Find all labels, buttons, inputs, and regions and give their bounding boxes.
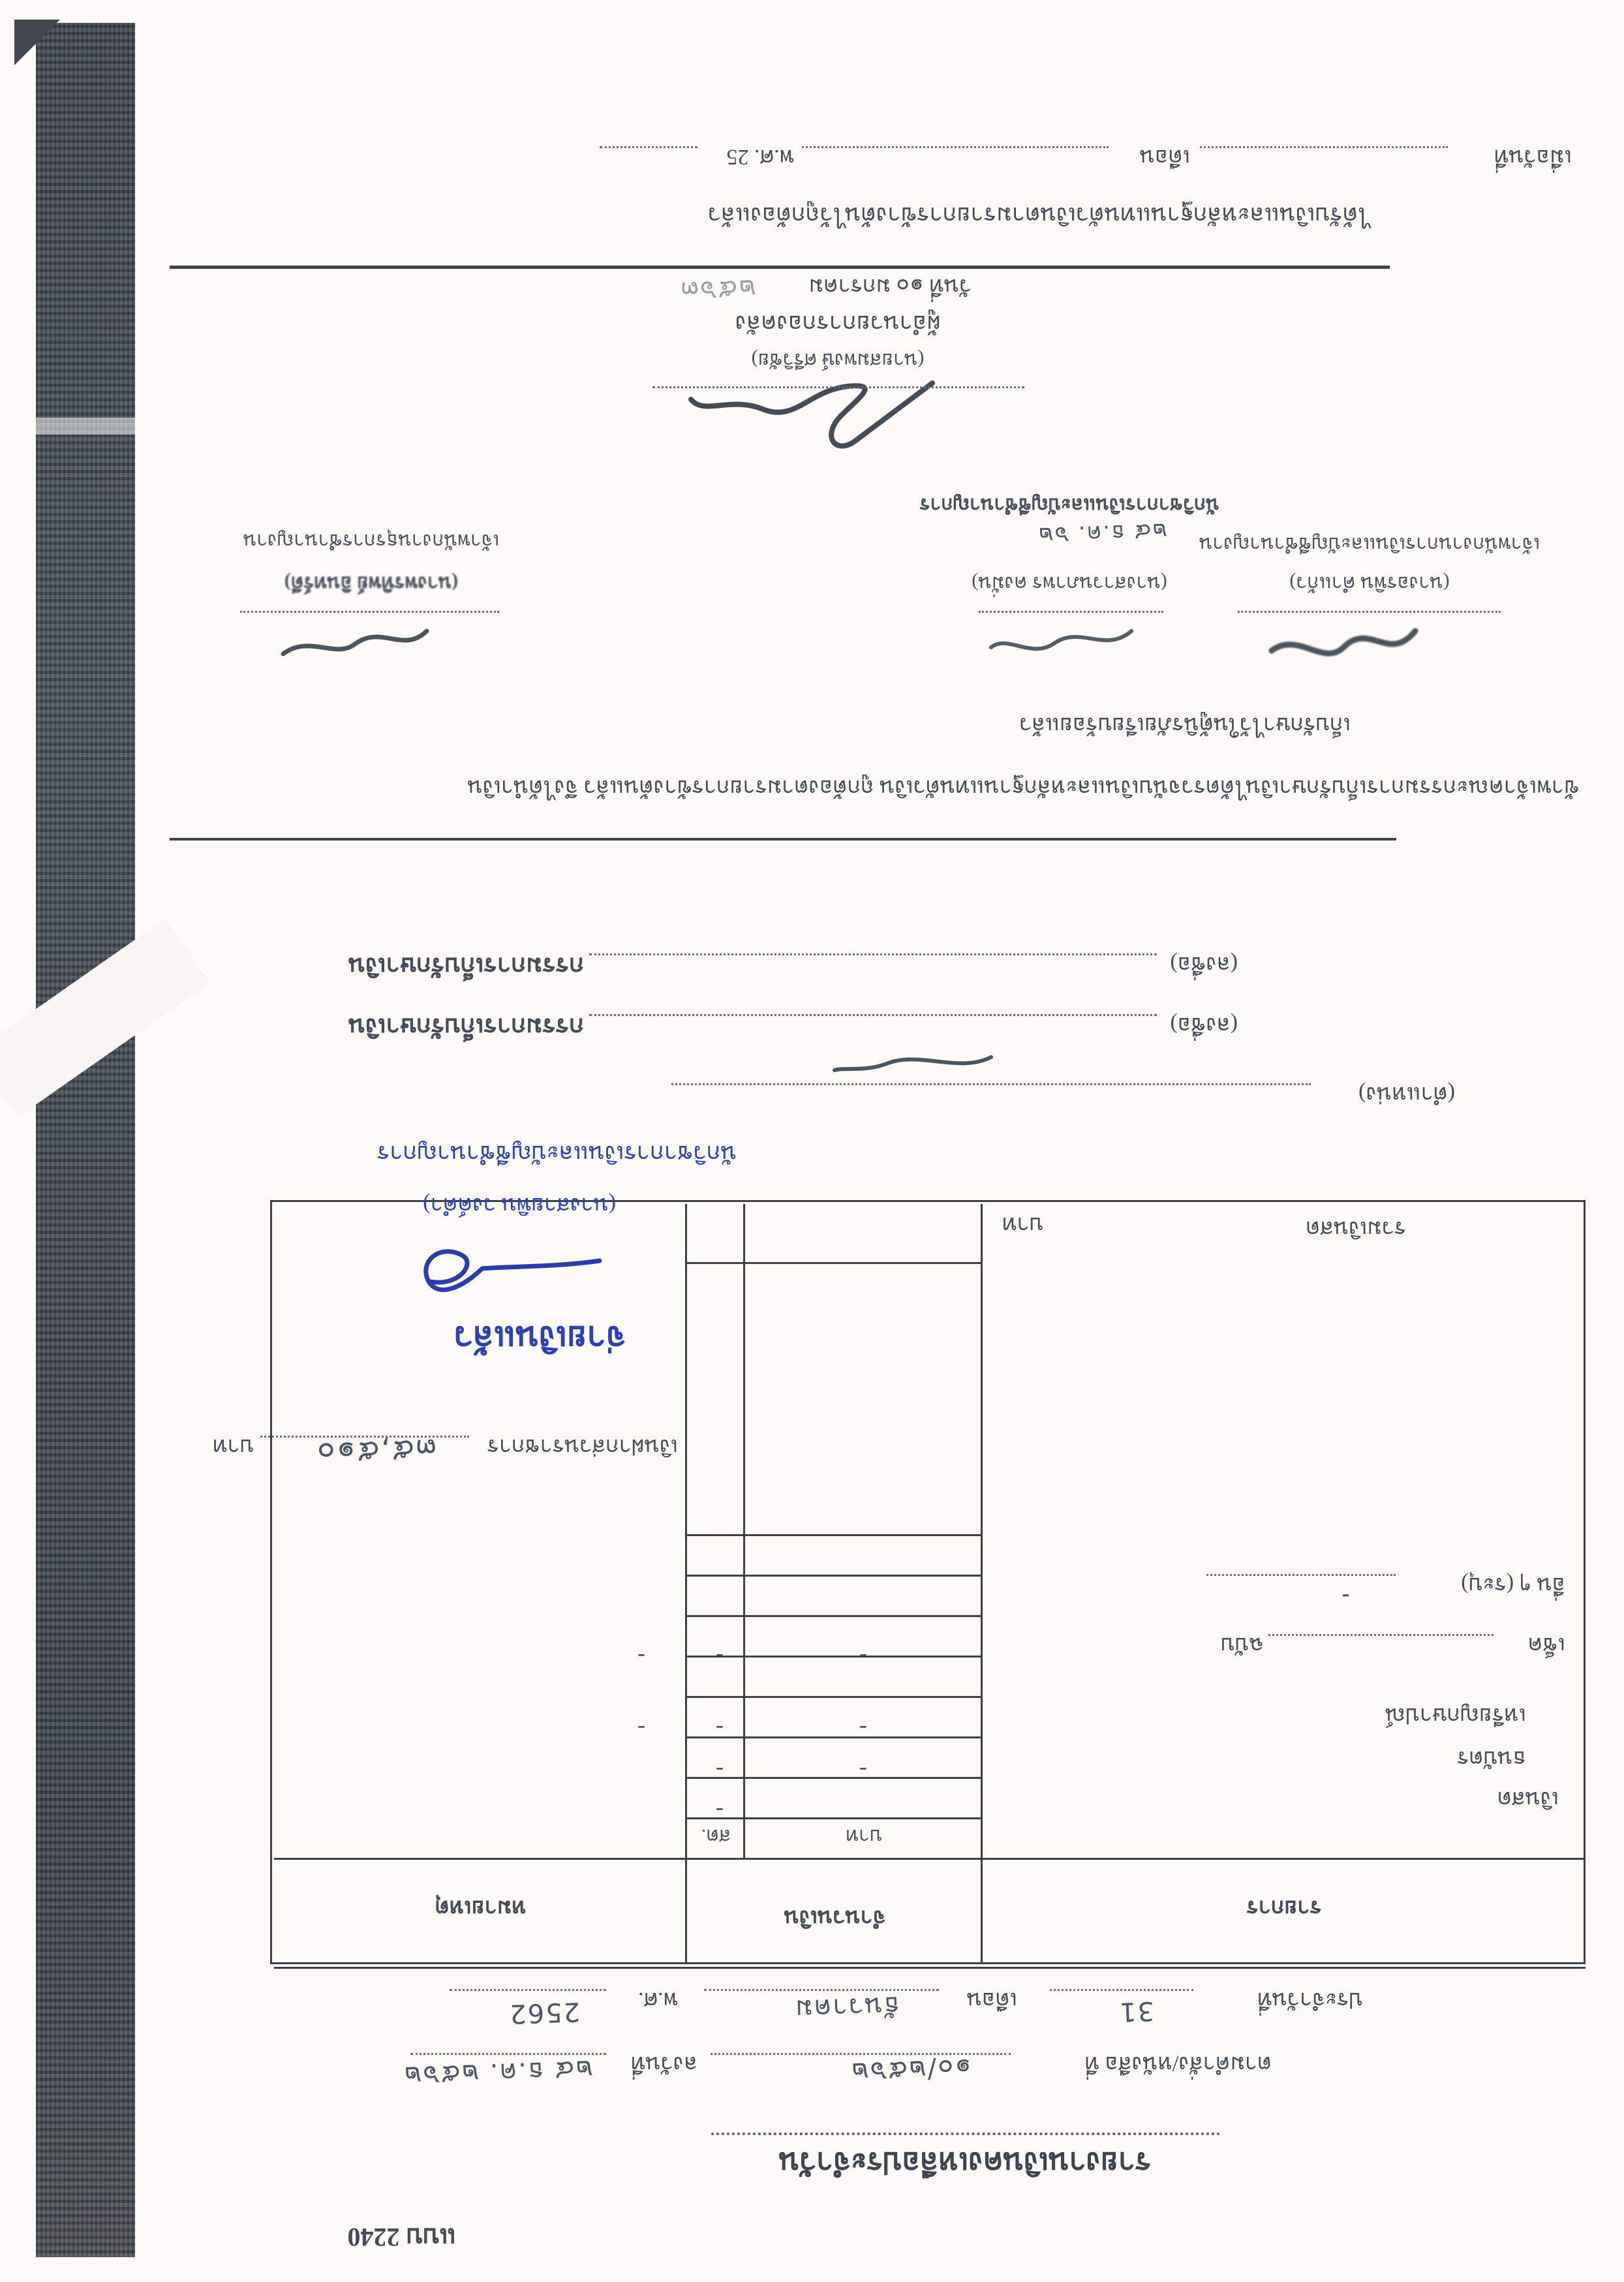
sign-role-2: กรรมการเก็บรักษาเงิน: [348, 952, 584, 979]
footer-month-dots: [802, 146, 1109, 148]
stamp-signature-icon: [397, 1231, 606, 1306]
year-dots: [450, 1989, 606, 1991]
cheque-dots: [1268, 1634, 1494, 1636]
satang-dash: -: [716, 1798, 724, 1825]
baht-dash: -: [859, 1758, 867, 1784]
approval-dots: [652, 386, 1024, 388]
satang-dash: -: [716, 1758, 724, 1784]
committee-dots-1: [1238, 611, 1501, 613]
cheque-unit: ฉบับ: [1220, 1633, 1264, 1657]
position-blank-label: (ตำแหน่ง): [1358, 1082, 1455, 1106]
box-row-line: [687, 1736, 983, 1738]
footer-month-label: เดือน: [1139, 145, 1190, 169]
note-dash: -: [637, 1716, 645, 1742]
note-amount-handwriting: ๓๕,๕๑๐: [315, 1432, 437, 1472]
col-header-item: รายการ: [1246, 1896, 1322, 1920]
box-row-line: [687, 1615, 983, 1617]
committee-dots-3: [240, 611, 499, 613]
box-row-line: [687, 1262, 983, 1264]
footer-year-label: พ.ศ. 25: [726, 145, 794, 169]
order-date-handwriting: ๒๔ ธ.ค. ๒๕๖๒: [403, 2054, 594, 2091]
row-label-other: อื่น ๆ (ระบุ): [1461, 1573, 1565, 1597]
order-no-handwriting: ๑๐/๒๕๖๒: [850, 2052, 972, 2088]
approval-year-handwriting: ๒๕๖๓: [679, 273, 757, 307]
month-handwriting: ธันวาคม: [793, 1990, 900, 2024]
baht-dash: -: [859, 1644, 867, 1671]
paid-stamp-text: จ่ายเงินแล้ว: [453, 1319, 626, 1356]
table-top-double-line: [274, 1967, 1586, 1969]
row-label-cheque: เช็ค: [1527, 1633, 1565, 1657]
order-label: ตามคำสั่ง/หนังสือ ที่: [1084, 2052, 1272, 2076]
sign-dots-2: [589, 953, 1157, 955]
day-dots: [1050, 1989, 1193, 1991]
order-date-label: ลงวันที่: [630, 2052, 697, 2076]
sign-dots-1: [589, 1014, 1157, 1016]
committee-signature-3-icon: [273, 615, 437, 673]
approval-name: (นายสมพงษ์ ศรีวิชัย): [751, 349, 925, 371]
table-header-sep: [274, 1858, 1586, 1860]
committee-position-3: เจ้าพนักงานธุรการชำนาญงาน: [243, 530, 500, 551]
sign-label-2: (ลงชื่อ): [1170, 952, 1238, 976]
committee-name-2: (นางสาวนภาพร คงมั่น): [972, 572, 1167, 594]
box-row-line: [687, 1696, 983, 1698]
committee-name-1: (นางอรพิน คำแก้ว): [1289, 572, 1450, 594]
note-line-text: เงินฝากส่วนราชการ: [487, 1434, 678, 1458]
sum-unit: บาท: [1002, 1212, 1043, 1237]
month-label: เดือน: [966, 1988, 1017, 2012]
sign-label-1: (ลงชื่อ): [1170, 1013, 1238, 1037]
sum-label: รวมเงินสด: [1305, 1216, 1406, 1241]
approval-date: วันที่ ๑๐ มกราคม: [808, 274, 972, 298]
when-label: เมื่อวันที่: [1494, 145, 1572, 169]
committee-dots-2: [979, 611, 1163, 613]
certify-line-1: ข้าพเจ้าคณะกรรมการเก็บรักษาเงินได้ตรวจนับเงินและหลักฐานแทนตัวเงิน ถูกต้องตามรายการข้างต้นแล้ว จึงได้นำเงิน: [467, 775, 1579, 799]
note-dash: -: [637, 1644, 645, 1671]
committee-position-1: เจ้าพนักงานการเงินและบัญชีชำนาญงาน: [1199, 533, 1540, 555]
sign-role-1: กรรมการเก็บรักษาเงิน: [348, 1013, 584, 1040]
form-number: แบบ 2240: [347, 2223, 456, 2252]
other-dots: [1206, 1574, 1396, 1576]
col-header-note: หมายเหตุ: [435, 1896, 527, 1920]
footer-year-dots: [600, 146, 697, 148]
satang-dash: -: [716, 1644, 724, 1671]
keeper-signature-icon: [828, 1041, 998, 1087]
stamp-position: นักวิชาการเงินและบัญชีชำนาญการ: [376, 1141, 737, 1167]
box-row-line: [687, 1534, 983, 1536]
baht-dash: -: [859, 1716, 867, 1742]
committee-position-2: นักวิชาการเงินและบัญชีชำนาญการ: [919, 494, 1219, 516]
box-row-line: [687, 1575, 983, 1577]
when-dots: [1200, 146, 1448, 148]
row-label-cash: เงินสด: [1497, 1787, 1559, 1811]
row-label-coins: เหรียญกษาปณ์: [1385, 1703, 1526, 1727]
scanner-edge-shadow: [36, 23, 135, 2257]
table-subcol-line: [743, 1204, 745, 1860]
committee-name-3: (นางพรทิพย์ อินทร์ดี): [284, 572, 459, 594]
approval-position: ผู้อำนวยการกองคลัง: [735, 311, 941, 337]
approval-signature-icon: [678, 363, 952, 461]
year-handwriting: 2562: [508, 1996, 581, 2029]
committee-hw-2: ๒๔ ธ.ค. ๖๒: [1037, 517, 1168, 549]
committee-signature-2-icon: [985, 615, 1141, 670]
stamp-name: (นางสายพิน วงค์คำ): [423, 1193, 616, 1217]
col-header-baht: บาท: [846, 1825, 882, 1847]
box-row-line: [687, 1777, 983, 1779]
year-label: พ.ศ.: [638, 1988, 678, 2012]
satang-dash: -: [716, 1716, 724, 1742]
col-header-amount: จำนวนเงิน: [784, 1905, 886, 1930]
form-title: รายงานเงินคงเหลือประจำวัน: [711, 2133, 1219, 2187]
scanner-corner-shadow: [14, 20, 60, 65]
scanner-shadow-gap-small: [36, 418, 135, 435]
committee-signature-1-icon: [1259, 615, 1428, 677]
receipt-line: ได้รับเงินและหลักฐานแทนตัวเงินตามรายการข้างต้นไว้ถูกต้องแล้ว: [707, 202, 1370, 228]
day-handwriting: 31: [1118, 1996, 1155, 2027]
row-label-banknotes: ธนบัตร: [1457, 1746, 1526, 1770]
certify-line-2: เก็บรักษาไว้ในตู้นิรภัยเรียบร้อยแล้ว: [1019, 713, 1351, 737]
separator-rule-1: [170, 838, 1396, 840]
daily-date-label: ประจำวันที่: [1257, 1988, 1363, 2012]
separator-rule-2: [170, 266, 1390, 269]
note-line-unit: บาท: [212, 1434, 254, 1458]
other-dash-handwriting: -: [1340, 1582, 1351, 1611]
col-header-satang: สต.: [701, 1825, 731, 1847]
box-row-line: [687, 1656, 983, 1658]
box-row-line: [687, 1817, 983, 1819]
